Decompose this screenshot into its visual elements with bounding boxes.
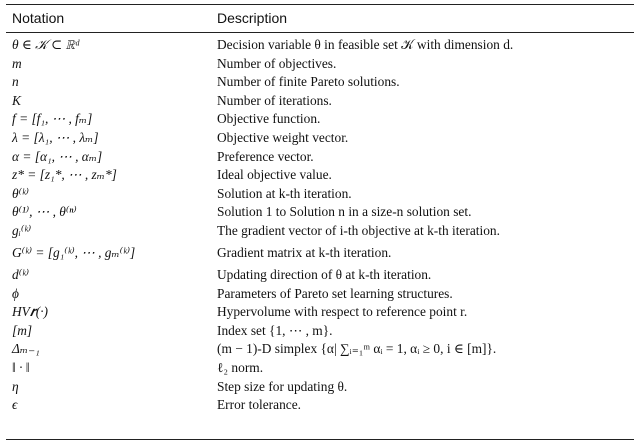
description-cell: Ideal objective value. xyxy=(217,167,332,183)
table-row xyxy=(0,73,640,92)
notation-cell: n xyxy=(12,74,19,90)
table-row xyxy=(0,303,640,322)
description-cell: Preference vector. xyxy=(217,148,314,164)
notation-cell: ϕ xyxy=(12,285,19,301)
table-row xyxy=(0,185,640,204)
header-rule xyxy=(6,32,634,33)
notation-cell: K xyxy=(12,92,21,108)
description-cell: Number of objectives. xyxy=(217,55,337,71)
description-cell: Solution at k-th iteration. xyxy=(217,185,352,201)
description-cell: Updating direction of θ at k-th iteration. xyxy=(217,266,432,282)
description-cell: Decision variable θ in feasible set 𝒦 with dimension d. xyxy=(217,37,514,52)
notation-cell: G⁽ᵏ⁾ = [g₁⁽ᵏ⁾, ⋯ , gₘ⁽ᵏ⁾] xyxy=(12,244,136,260)
description-cell: ℓ₂ norm. xyxy=(217,359,264,375)
notation-cell: Δₘ₋₁ xyxy=(12,341,40,357)
table-body xyxy=(0,36,640,415)
table-row xyxy=(0,55,640,74)
description-cell: (m − 1)-D simplex {α| ∑ᵢ₌₁ᵐ αᵢ = 1, αᵢ ≥ 0, i ∈ [m]}. xyxy=(217,341,497,357)
description-cell: Parameters of Pareto set learning structures. xyxy=(217,285,453,301)
notation-cell: [m] xyxy=(12,322,33,338)
notation-cell: ϵ xyxy=(12,397,18,413)
table-row xyxy=(0,378,640,397)
notation-cell: λ = [λ₁, ⋯ , λₘ] xyxy=(12,129,99,145)
table-row xyxy=(0,244,640,266)
table-row xyxy=(0,266,640,285)
header-notation: Notation xyxy=(12,10,65,26)
notation-cell: gᵢ⁽ᵏ⁾ xyxy=(12,222,32,238)
notation-cell: ‖ · ‖ xyxy=(12,359,30,375)
table-header xyxy=(0,8,640,30)
notation-cell: z* = [z₁*, ⋯ , zₘ*] xyxy=(12,167,117,183)
notation-cell: η xyxy=(12,378,19,394)
notation-cell: f = [f₁, ⋯ , fₘ] xyxy=(12,111,93,127)
description-cell: Number of iterations. xyxy=(217,92,332,108)
notation-cell: HV𝒓(·) xyxy=(12,304,49,320)
description-cell: The gradient vector of i-th objective at k-th iteration. xyxy=(217,222,500,238)
table-row xyxy=(0,110,640,129)
notation-cell: θ⁽¹⁾, ⋯ , θ⁽ⁿ⁾ xyxy=(12,204,77,220)
table-row xyxy=(0,36,640,55)
table-row xyxy=(0,222,640,244)
table-row xyxy=(0,148,640,167)
description-cell: Objective weight vector. xyxy=(217,129,349,145)
description-cell: Hypervolume with respect to reference point r. xyxy=(217,304,468,320)
header-description: Description xyxy=(217,10,288,26)
table-row xyxy=(0,166,640,185)
table-row xyxy=(0,322,640,341)
description-cell: Index set {1, ⋯ , m}. xyxy=(217,322,333,338)
table-row xyxy=(0,396,640,415)
table-row xyxy=(0,92,640,111)
description-cell: Number of finite Pareto solutions. xyxy=(217,74,400,90)
description-cell: Step size for updating θ. xyxy=(217,378,348,394)
description-cell: Solution 1 to Solution n in a size-n solution set. xyxy=(217,204,472,220)
table-row xyxy=(0,285,640,304)
description-cell: Objective function. xyxy=(217,111,321,127)
notation-cell: m xyxy=(12,55,22,71)
notation-cell: θ⁽ᵏ⁾ xyxy=(12,185,29,201)
description-cell: Gradient matrix at k-th iteration. xyxy=(217,244,392,260)
table-row xyxy=(0,203,640,222)
notation-cell: α = [α₁, ⋯ , αₘ] xyxy=(12,148,103,164)
table-row xyxy=(0,340,640,359)
bottom-rule xyxy=(6,439,634,440)
notation-cell: d⁽ᵏ⁾ xyxy=(12,266,30,282)
description-cell: Error tolerance. xyxy=(217,397,302,413)
table-row xyxy=(0,129,640,148)
notation-cell: θ ∈ 𝒦 ⊂ ℝᵈ xyxy=(12,37,80,52)
top-rule xyxy=(6,4,634,5)
table-row xyxy=(0,359,640,378)
